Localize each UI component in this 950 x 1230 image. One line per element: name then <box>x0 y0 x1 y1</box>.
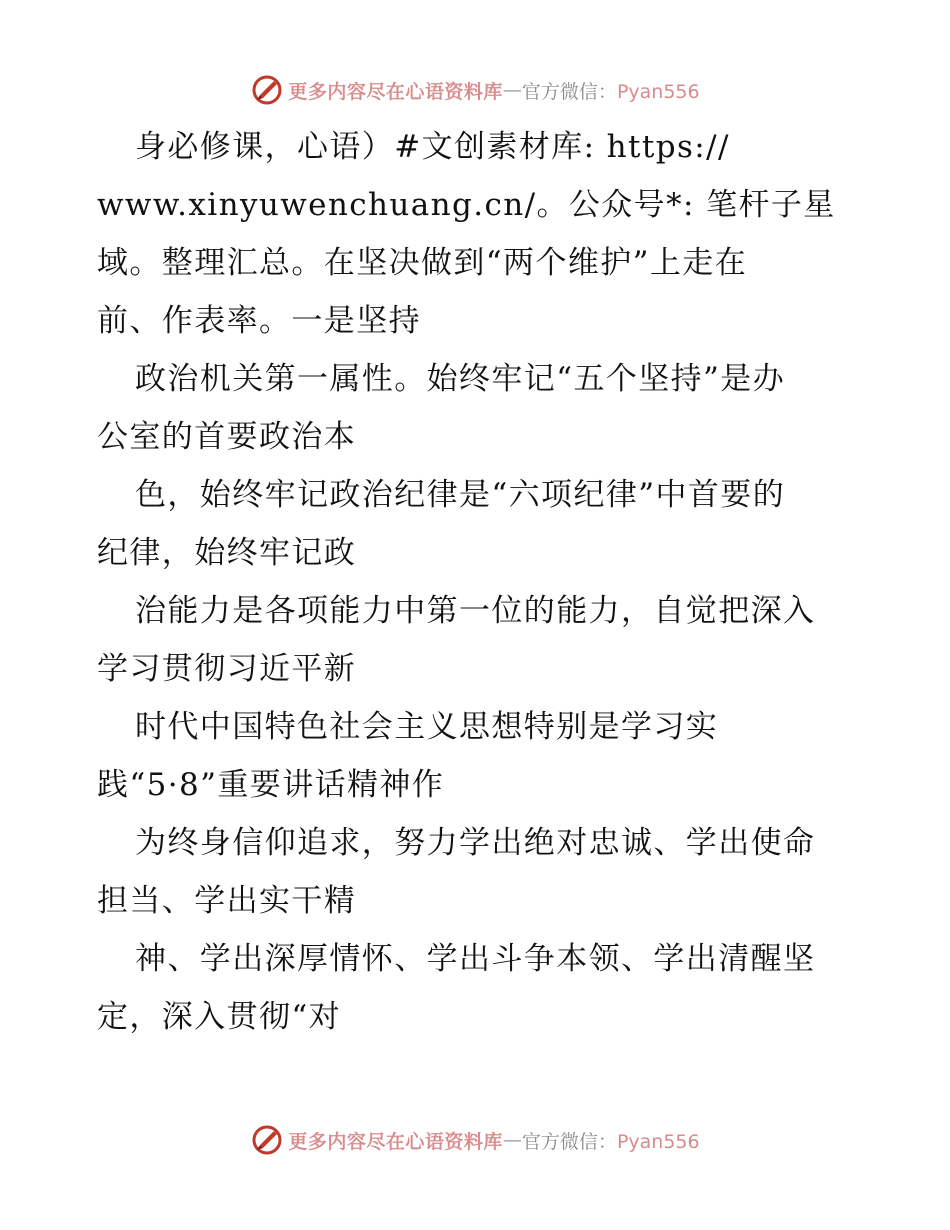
footer-brand-text: 更多内容尽在心语资料库 <box>288 1130 503 1153</box>
body-line: 公室的首要政治本 <box>97 419 357 455</box>
header-contact-label: 官方微信： <box>521 80 617 103</box>
header-contact-id: Pyan556 <box>616 80 700 103</box>
brand-logo-icon <box>250 73 284 107</box>
header-separator: — <box>502 79 522 101</box>
body-line: 治能力是各项能力中第一位的能力，自觉把深入 <box>135 593 816 629</box>
body-line: 域。整理汇总。在坚决做到“两个维护”上走在 <box>97 245 748 281</box>
body-line: 担当、学出实干精 <box>97 883 357 919</box>
body-line: www.xinyuwenchuang.cn/。公众号*: 笔杆子星 <box>97 187 836 223</box>
header-contact <box>522 77 700 104</box>
document-body <box>97 118 857 1046</box>
header-brand-text: 更多内容尽在心语资料库 <box>288 80 503 103</box>
body-line: 前、作表率。一是坚持 <box>97 303 421 339</box>
body-line: 为终身信仰追求，努力学出绝对忠诚、学出使命 <box>135 825 816 861</box>
footer-contact <box>522 1127 700 1154</box>
body-line: 纪律，始终牢记政 <box>97 535 357 571</box>
body-line: 色，始终牢记政治纪律是“六项纪律”中首要的 <box>135 477 786 513</box>
body-line: 时代中国特色社会主义思想特别是学习实 <box>135 709 719 745</box>
body-line: 政治机关第一属性。始终牢记“五个坚持”是办 <box>135 361 786 397</box>
footer-banner <box>0 1120 950 1160</box>
footer-separator: — <box>502 1129 522 1151</box>
body-line: 身必修课，心语）#文创素材库: https:// <box>135 129 730 165</box>
body-line: 践“5·8”重要讲话精神作 <box>97 767 445 803</box>
header-banner <box>0 70 950 110</box>
footer-contact-id: Pyan556 <box>616 1130 700 1153</box>
brand-logo-icon <box>250 1123 284 1157</box>
body-line: 定，深入贯彻“对 <box>97 999 342 1035</box>
body-line: 学习贯彻习近平新 <box>97 651 357 687</box>
body-line: 神、学出深厚情怀、学出斗争本领、学出清醒坚 <box>135 941 816 977</box>
footer-contact-label: 官方微信： <box>521 1130 617 1153</box>
